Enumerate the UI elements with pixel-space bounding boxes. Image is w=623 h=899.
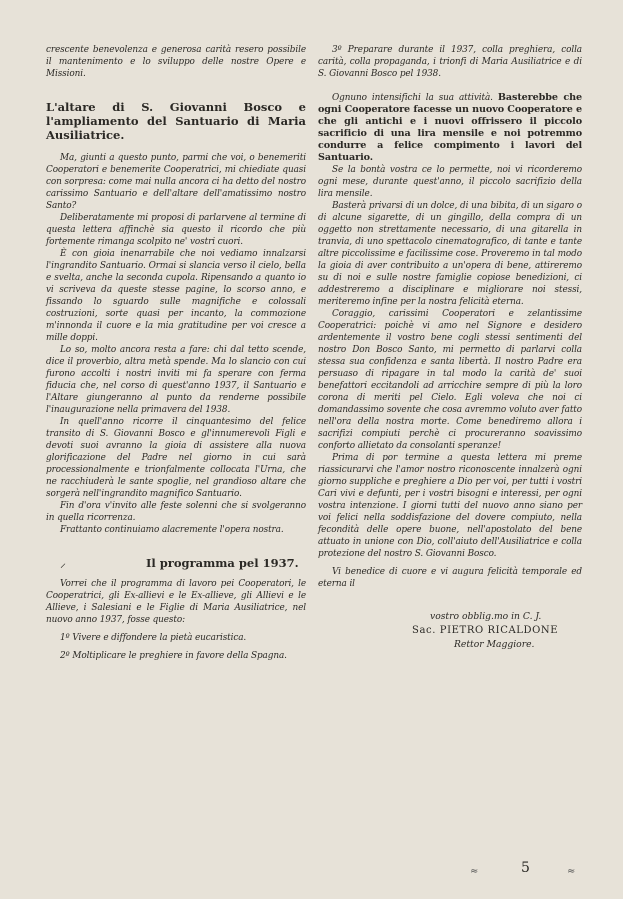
paragraph: Frattanto continuiamo alacremente l'opera nostra. [60,525,284,535]
paragraph: Basterà privarsi di un dolce, di una bibita, di un sigaro o di alcune sigarette, di un gingillo, della compra di un oggetto non strettamente necessario, di una gitarella in tranvia, di uno spettacolo cinematografico, di tante e tante altre piccolissime e facilissime cose. Proveremo in tal modo la gioia di aver contribuito a un'opera di bene, attireremo su di noi e sulle nostre famiglie copiose benedizioni, ci addestreremo a disciplinare e migliorare noi stessi, meriteremo infine per la nostra felicità eterna. [318,201,582,307]
section-heading-programma-text: Il programma pel 1937. [146,556,299,570]
program-item-2: 2º Moltiplicare le preghiere in favore della Spagna. [60,651,287,661]
paragraph: Prima di por termine a questa lettera mi preme riassicurarvi che l'amor nostro riconoscente innalzerà ogni giorno suppliche e preghiere a Dio per voi, per tutti i vostri Cari vivi e defunti, per i vostri bisogni e interessi, per ogni vostra intenzione. I giorni tutti del nuovo anno siano per voi felici nella soddisfazione del dovere compiuto, nella fecondità delle opere buone, nell'apostolato del bene attuato in unione con Dio, coll'aiuto dell'Ausiliatrice e colla protezione del nostro S. Giovanni Bosco. [318,453,582,559]
paragraph: Se la bontà vostra ce lo permette, noi vi ricorderemo ogni mese, durante quest'anno, il piccolo sacrifizio della lira mensile. [318,165,582,199]
signature-block [318,610,582,652]
program-item-3: 3º Preparare durante il 1937, colla preghiera, colla carità, colla propaganda, i trionfi di Maria Ausiliatrice e di S. Giovanni Bosco pel 1938. [318,45,582,79]
signature-title: Rettor Maggiore. [454,639,535,650]
appeal-bold: Basterebbe che ogni Cooperatore facesse un nuovo Cooperatore e che gli antichi e i nuovi offrissero il piccolo sacrificio di una lira mensile e noi potremmo condurre a felice compimento i lavori del Santuario. [318,92,582,163]
intro-paragraph: crescente benevolenza e generosa carità resero possibile il mantenimento e lo sviluppo delle nostre Opere e Missioni. [46,45,306,79]
paragraph: Fin d'ora v'invito alle feste solenni che si svolgeranno in quella ricorrenza. [46,501,306,523]
paragraph: In quell'anno ricorre il cinquantesimo del felice transito di S. Giovanni Bosco e gl'innumerevoli Figli e devoti suoi avranno la gioia di assistere alla nuova glorificazione del Padre nel giorno in cui sarà processionalmente e trionfalmente collocata l'Urna, che ne racchiuderà le sante spoglie, nel grandioso altare che sorgerà nell'ingrandito magnifico Santuario. [46,417,306,499]
paragraph: Vorrei che il programma di lavoro pei Cooperatori, le Cooperatrici, gli Ex-allievi e le Ex-allieve, gli Allievi e le Allieve, i Salesiani e le Figlie di Maria Ausiliatrice, nel nuovo anno 1937, fosse questo: [46,579,306,625]
page-number: 5 [521,860,530,876]
section-heading-programma [46,556,306,570]
tilde-mark-icon: ≈ [567,866,576,877]
paragraph: È con gioia inenarrabile che noi vediamo innalzarsi l'ingrandito Santuario. Ormai si slancia verso il cielo, bella e svelta, anche la seconda cupola. Ripensando a quanto io vi scriveva da queste stesse pagine, lo scorso anno, e fissando lo sguardo sulle magnifiche e colossali costruzioni, sorte quasi per incanto, la commozione m'innonda il cuore e la mia gratitudine per voi cresce a mille doppi. [46,249,306,343]
right-column [318,44,582,652]
paragraph: Ma, giunti a questo punto, parmi che voi, o benemeriti Cooperatori e benemerite Cooperatrici, mi chiediate quasi con sorpresa: come mai nulla ancora ci ha detto del nostro carissimo Santuario e dell'altare dell'amatissimo nostro Santo? [46,153,306,211]
paragraph-appeal [318,92,582,164]
signature-salutation: vostro obblig.mo in C. J. [430,611,542,622]
program-item-1: 1º Vivere e diffondere la pietà eucaristica. [60,633,247,643]
paragraph-closing: Vi benedice di cuore e vi augura felicità temporale ed eterna il [318,567,582,589]
left-column [46,44,306,662]
paragraph: Deliberatamente mi proposi di parlarvene al termine di questa lettera affinchè sia questo il ricordo che più fortemente rimanga scolpito ne' vostri cuori. [46,213,306,247]
appeal-italic: Ognuno intensifichi la sua attività. [332,93,493,103]
signature-name: Sac. PIETRO RICALDONE [412,625,559,636]
section-heading-altare: L'altare di S. Giovanni Bosco e l'ampliamento del Santuario di Maria Ausiliatrice. [46,100,306,142]
paragraph: Lo so, molto ancora resta a fare: chi dal tetto scende, dice il proverbio, altra metà spende. Ma lo slancio con cui furono accolti i nostri inviti mi fa sperare con ferma fiducia che, nel corso di quest'anno 1937, il Santuario e l'Altare giungeranno al punto da renderne possibile l'inaugurazione nella primavera del 1938. [46,345,306,415]
paragraph: Coraggio, carissimi Cooperatori e zelantissime Cooperatrici: poichè vi amo nel Signore e desidero ardentemente il vostro bene cogli stessi sentimenti del nostro Don Bosco Santo, mi permetto di parlarvi colla stessa sua confidenza e santa libertà. Il nostro Padre era persuaso di ripagare in tal modo la carità de' suoi benefattori eccitandoli ad arricchire sempre di più la loro corona di meriti pel Cielo. Egli voleva che noi ci domandassimo sovente che cosa avremmo voluto aver fatto nell'ora della nostra morte. Come benediremo allora i sacrifizi compiuti perchè ci procureranno soavissimo conforto allietato da consolanti speranze! [318,309,582,451]
pencil-mark-icon: ⸝ [60,556,67,570]
tilde-mark-icon: ≈ [470,866,479,877]
